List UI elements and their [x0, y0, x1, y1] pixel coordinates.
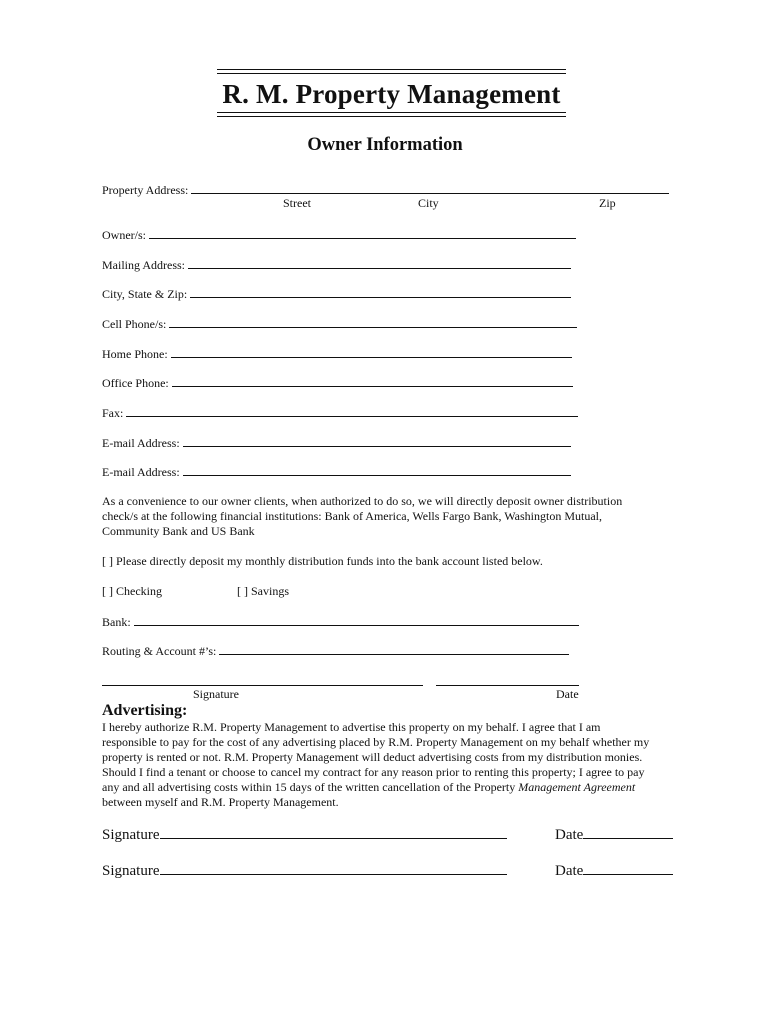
fax-field[interactable]	[126, 405, 578, 417]
date-field-1[interactable]	[583, 825, 673, 839]
office-phone-field[interactable]	[172, 375, 573, 387]
checking-checkbox[interactable]: [ ] Checking	[102, 584, 162, 598]
advertising-text	[102, 720, 649, 810]
deposit-signature-line[interactable]	[102, 685, 423, 686]
signature-label-2: Signature	[102, 863, 160, 879]
fax-row	[102, 405, 578, 421]
routing-field[interactable]	[219, 643, 569, 655]
cell-phone-field[interactable]	[169, 316, 577, 328]
form-title: Owner Information	[307, 135, 463, 155]
advertising-line-5	[102, 780, 649, 795]
company-header	[217, 69, 566, 117]
cell-phone-row	[102, 316, 577, 332]
deposit-date-line[interactable]	[436, 685, 579, 686]
bank-row	[102, 614, 579, 630]
deposit-intro-line-2: check/s at the following financial institutions: Bank of America, Wells Fargo Bank, Washington Mutual,	[102, 509, 602, 523]
advertising-date-row-2	[555, 861, 673, 880]
bank-field[interactable]	[134, 614, 579, 626]
advertising-line-1: I hereby authorize R.M. Property Management to advertise this property on my behalf. I agree that I am	[102, 720, 601, 734]
advertising-line-4: Should I find a tenant or choose to cancel my contract for any reason prior to renting this property; I agree to pay	[102, 765, 645, 779]
property-address-row	[102, 182, 669, 198]
mailing-address-label: Mailing Address:	[102, 258, 185, 272]
city-caption: City	[418, 196, 439, 210]
management-agreement-title: Management Agreement	[518, 780, 636, 794]
office-phone-row	[102, 375, 573, 391]
savings-checkbox[interactable]: [ ] Savings	[237, 584, 289, 598]
deposit-date-caption: Date	[556, 687, 579, 701]
signature-field-1[interactable]	[160, 825, 507, 839]
city-state-zip-label: City, State & Zip:	[102, 287, 188, 301]
email-label-2: E-mail Address:	[102, 465, 180, 479]
date-label-1: Date	[555, 827, 584, 843]
owners-row	[102, 227, 576, 243]
home-phone-label: Home Phone:	[102, 347, 168, 361]
email-row-2	[102, 464, 571, 480]
email-field-2[interactable]	[183, 464, 571, 476]
owners-label: Owner/s:	[102, 228, 146, 242]
advertising-line-6: between myself and R.M. Property Management.	[102, 795, 339, 809]
advertising-line-5-text: any and all advertising costs within 15 days of the written cancellation of the Property	[102, 780, 519, 794]
deposit-intro-line-3: Community Bank and US Bank	[102, 524, 255, 538]
routing-label: Routing & Account #’s:	[102, 644, 217, 658]
email-label-1: E-mail Address:	[102, 436, 180, 450]
advertising-line-3: property is rented or not. R.M. Property Management will deduct advertising costs from my distribution monies.	[102, 750, 643, 764]
street-caption: Street	[283, 196, 311, 210]
date-label-2: Date	[555, 863, 584, 879]
cell-phone-label: Cell Phone/s:	[102, 317, 167, 331]
zip-caption: Zip	[599, 196, 616, 210]
advertising-date-row-1	[555, 825, 673, 844]
company-name: R. M. Property Management	[222, 79, 561, 109]
home-phone-field[interactable]	[171, 346, 572, 358]
property-address-label: Property Address:	[102, 183, 189, 197]
advertising-signature-row-2	[102, 861, 507, 880]
deposit-intro	[102, 494, 622, 539]
advertising-heading: Advertising:	[102, 702, 188, 719]
property-address-field[interactable]	[191, 182, 669, 194]
email-field-1[interactable]	[183, 435, 571, 447]
signature-label-1: Signature	[102, 827, 160, 843]
home-phone-row	[102, 346, 572, 362]
deposit-signature-caption: Signature	[193, 687, 239, 701]
signature-field-2[interactable]	[160, 861, 507, 875]
owners-field[interactable]	[149, 227, 576, 239]
city-state-zip-row	[102, 286, 571, 302]
deposit-intro-line-1: As a convenience to our owner clients, when authorized to do so, we will directly deposit owner distribution	[102, 494, 623, 508]
office-phone-label: Office Phone:	[102, 376, 169, 390]
routing-row	[102, 643, 569, 659]
advertising-line-2: responsible to pay for the cost of any advertising placed by R.M. Property Management on my behalf whether my	[102, 735, 650, 749]
bank-label: Bank:	[102, 615, 131, 629]
date-field-2[interactable]	[583, 861, 673, 875]
mailing-address-row	[102, 257, 571, 273]
email-row-1	[102, 435, 571, 451]
deposit-authorize-checkbox[interactable]: [ ] Please directly deposit my monthly distribution funds into the bank account listed below.	[102, 554, 543, 568]
city-state-zip-field[interactable]	[190, 286, 571, 298]
advertising-signature-row-1	[102, 825, 507, 844]
mailing-address-field[interactable]	[188, 257, 571, 269]
fax-label: Fax:	[102, 406, 124, 420]
